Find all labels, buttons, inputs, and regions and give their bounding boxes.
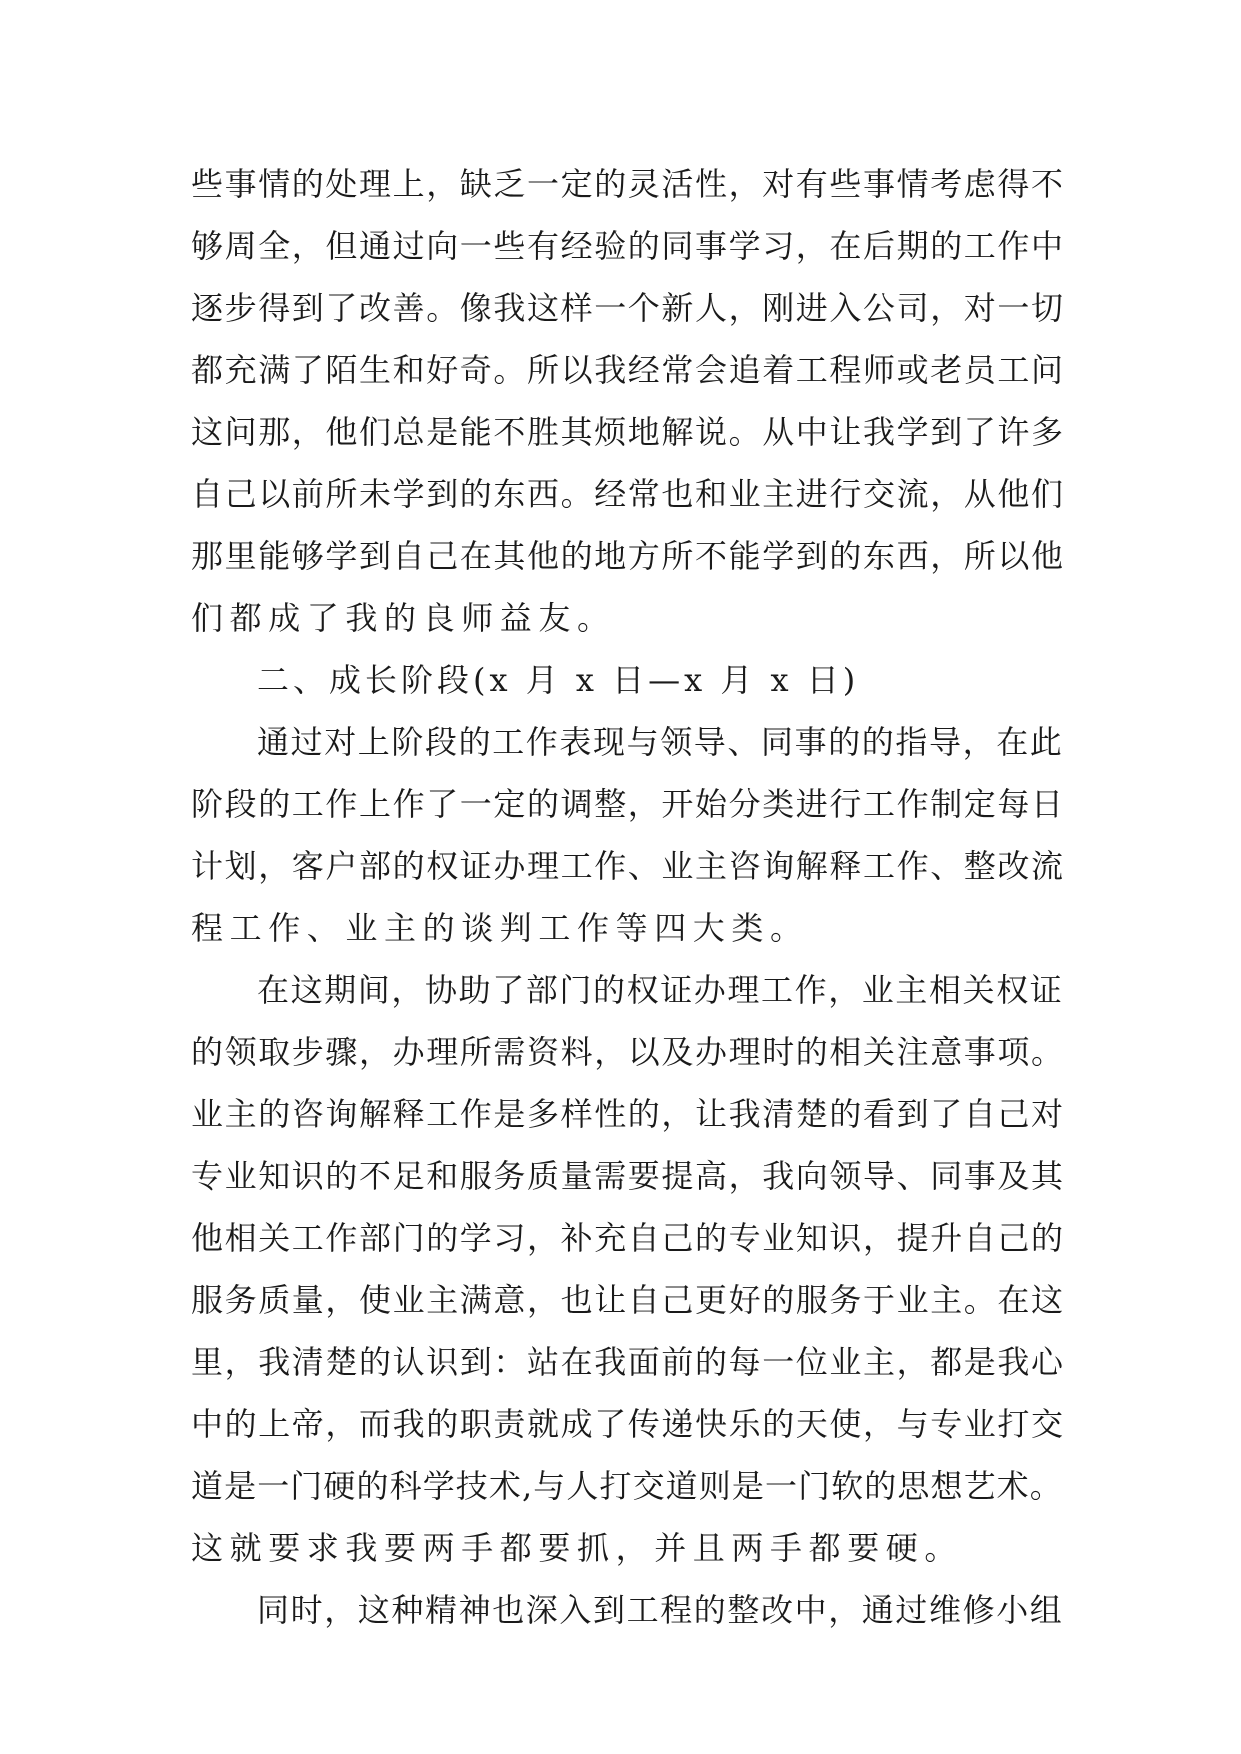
text-line: 专业知识的不足和服务质量需要提高，我向领导、同事及其 [191, 1157, 1065, 1195]
text-line: 中的上帝，而我的职责就成了传递快乐的天使，与专业打交 [191, 1405, 1065, 1443]
text-line: 这问那，他们总是能不胜其烦地解说。从中让我学到了许多 [191, 413, 1065, 451]
text-line: 逐步得到了改善。像我这样一个新人，刚进入公司，对一切 [191, 289, 1065, 327]
text-line: 道是一门硬的科学技术,与人打交道则是一门软的思想艺术。 [191, 1467, 1063, 1505]
text-line: 这就要求我要两手都要抓，并且两手都要硬。 [191, 1529, 964, 1567]
text-line: 们都成了我的良师益友。 [191, 599, 616, 637]
text-line: 的领取步骤，办理所需资料，以及办理时的相关注意事项。 [191, 1033, 1065, 1071]
text-line: 业主的咨询解释工作是多样性的，让我清楚的看到了自己对 [191, 1095, 1065, 1133]
text-line: 服务质量，使业主满意，也让自己更好的服务于业主。在这 [191, 1281, 1065, 1319]
paragraph-first-line: 在这期间，协助了部门的权证办理工作，业主相关权证 [257, 971, 1064, 1009]
text-line: 够周全，但通过向一些有经验的同事学习，在后期的工作中 [191, 227, 1065, 265]
document-body [191, 153, 1071, 1641]
text-line: 阶段的工作上作了一定的调整，开始分类进行工作制定每日 [191, 785, 1065, 823]
paragraph-first-line: 同时，这种精神也深入到工程的整改中，通过维修小组 [257, 1591, 1064, 1629]
text-line: 计划，客户部的权证办理工作、业主咨询解释工作、整改流 [191, 847, 1065, 885]
section-heading: 二、成长阶段(x 月 x 日—x 月 x 日) [257, 661, 860, 699]
text-line: 里，我清楚的认识到：站在我面前的每一位业主，都是我心 [191, 1343, 1065, 1381]
text-line: 些事情的处理上，缺乏一定的灵活性，对有些事情考虑得不 [191, 165, 1065, 203]
text-line: 程工作、业主的谈判工作等四大类。 [191, 909, 809, 947]
text-line: 他相关工作部门的学习，补充自己的专业知识，提升自己的 [191, 1219, 1065, 1257]
paragraph-first-line: 通过对上阶段的工作表现与领导、同事的的指导，在此 [257, 723, 1064, 761]
text-line: 自己以前所未学到的东西。经常也和业主进行交流，从他们 [191, 475, 1065, 513]
text-line: 那里能够学到自己在其他的地方所不能学到的东西，所以他 [191, 537, 1065, 575]
text-line: 都充满了陌生和好奇。所以我经常会追着工程师或老员工问 [191, 351, 1065, 389]
